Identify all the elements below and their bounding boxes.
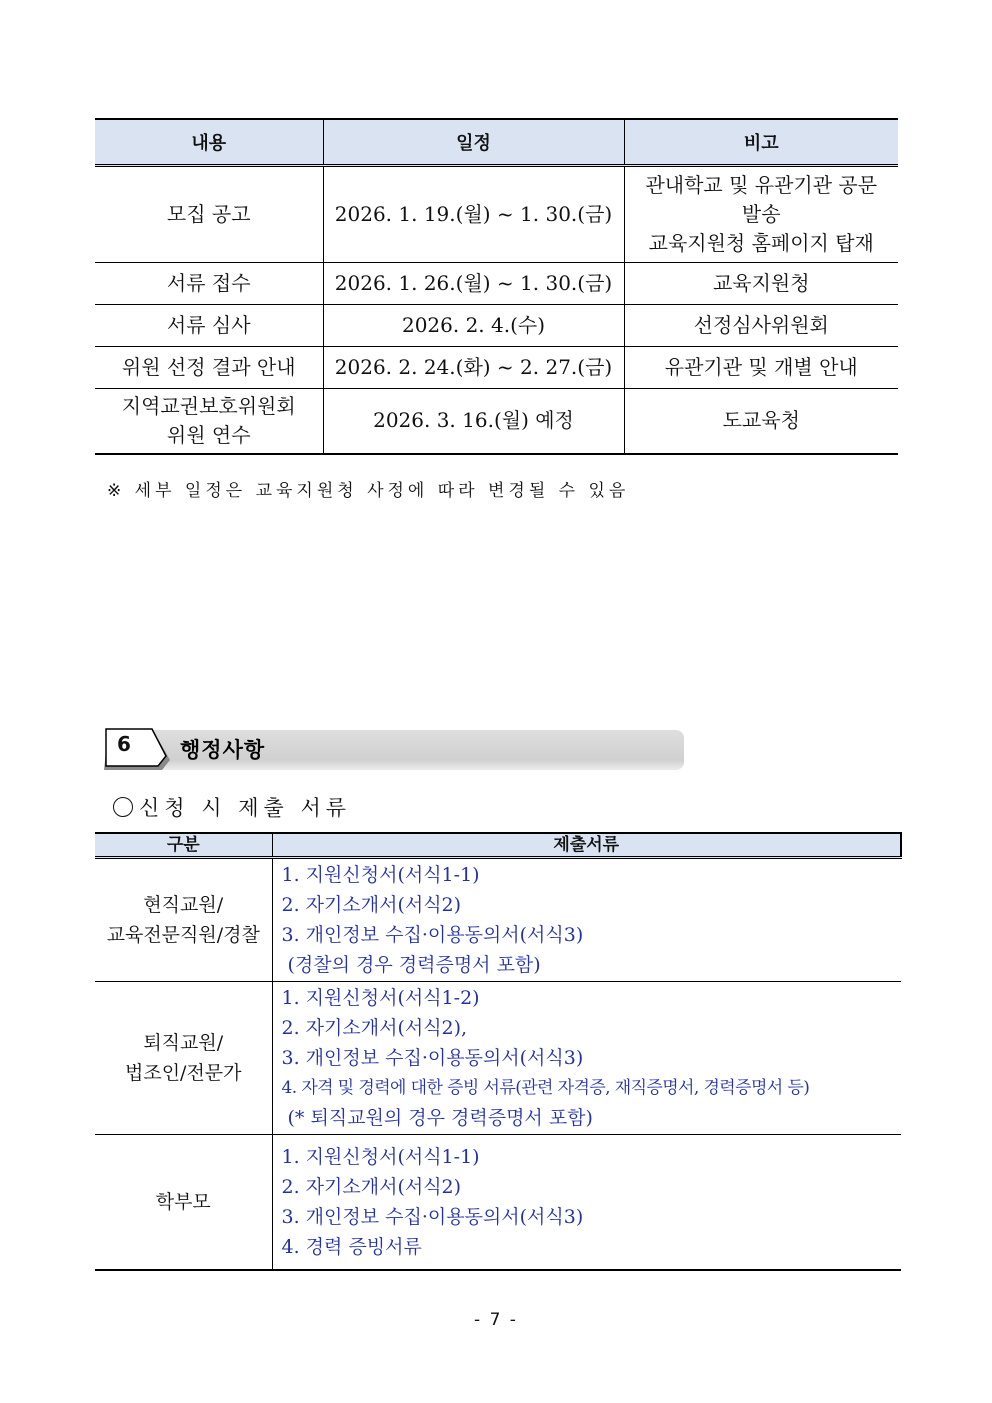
schedule-item: 서류 심사 bbox=[95, 305, 323, 347]
section-number: 6 bbox=[117, 732, 131, 756]
schedule-date: 2026. 2. 24.(화) ~ 2. 27.(금) bbox=[323, 347, 624, 389]
schedule-note-line: 관내학교 및 유관기관 공문 bbox=[645, 173, 878, 197]
documents-item: 4. 경력 증빙서류 bbox=[281, 1235, 422, 1258]
schedule-item: 위원 선정 결과 안내 bbox=[95, 347, 323, 389]
circle-bullet-icon bbox=[113, 797, 133, 817]
documents-header-items: 제출서류 bbox=[272, 833, 901, 858]
schedule-note-line: 교육지원청 홈페이지 탑재 bbox=[648, 231, 874, 255]
documents-item: 3. 개인정보 수집·이용동의서(서식3) bbox=[281, 1205, 584, 1228]
subheading bbox=[113, 792, 351, 822]
documents-item-note: (* 퇴직교원의 경우 경력증명서 포함) bbox=[287, 1107, 593, 1129]
schedule-header-item: 내용 bbox=[95, 119, 323, 166]
schedule-item-line: 위원 연수 bbox=[166, 422, 251, 447]
documents-item: 3. 개인정보 수집·이용동의서(서식3) bbox=[281, 1047, 584, 1069]
schedule-row bbox=[95, 347, 898, 389]
documents-item: 1. 지원신청서(서식1-1) bbox=[281, 1145, 480, 1168]
schedule-item bbox=[95, 389, 323, 454]
subheading-text: 신청 시 제출 서류 bbox=[139, 796, 352, 820]
documents-item: 3. 개인정보 수집·이용동의서(서식3) bbox=[281, 924, 584, 946]
documents-category-line: 퇴직교원/ bbox=[143, 1032, 224, 1054]
schedule-row bbox=[95, 389, 898, 454]
schedule-row bbox=[95, 166, 898, 263]
documents-item: 2. 자기소개서(서식2) bbox=[281, 1175, 462, 1198]
schedule-note bbox=[624, 305, 898, 347]
documents-item: 1. 지원신청서(서식1-1) bbox=[281, 864, 480, 886]
schedule-footnote: ※ 세부 일정은 교육지원청 사정에 따라 변경될 수 있음 bbox=[107, 481, 630, 501]
documents-category-line: 법조인/전문가 bbox=[124, 1062, 242, 1084]
documents-row bbox=[95, 858, 901, 982]
documents-items bbox=[272, 1135, 901, 1270]
schedule-item: 서류 접수 bbox=[95, 263, 323, 305]
documents-header-row bbox=[95, 833, 901, 858]
schedule-note-line: 선정심사위원회 bbox=[693, 313, 829, 337]
page-number: - 7 - bbox=[474, 1310, 518, 1330]
documents-category-line: 현직교원/ bbox=[143, 894, 224, 916]
schedule-note-line: 교육지원청 bbox=[712, 271, 810, 295]
schedule-date: 2026. 1. 19.(월) ~ 1. 30.(금) bbox=[323, 166, 624, 263]
schedule-table bbox=[95, 118, 898, 455]
documents-category-line: 학부모 bbox=[155, 1190, 211, 1213]
schedule-item: 모집 공고 bbox=[95, 166, 323, 263]
documents-item: 4. 자격 및 경력에 대한 증빙 서류(관련 자격증, 재직증명서, 경력증명서 등) bbox=[281, 1078, 810, 1098]
documents-items bbox=[272, 982, 901, 1135]
schedule-note-line: 발송 bbox=[741, 202, 781, 226]
schedule-date: 2026. 1. 26.(월) ~ 1. 30.(금) bbox=[323, 263, 624, 305]
section-title: 행정사항 bbox=[180, 738, 266, 762]
schedule-note bbox=[624, 389, 898, 454]
documents-row bbox=[95, 1135, 901, 1270]
section-number-tab bbox=[100, 726, 180, 774]
documents-category bbox=[95, 982, 272, 1135]
schedule-item-line: 지역교권보호위원회 bbox=[121, 393, 296, 418]
schedule-header-row bbox=[95, 119, 898, 166]
schedule-row bbox=[95, 305, 898, 347]
schedule-row bbox=[95, 263, 898, 305]
schedule-note bbox=[624, 347, 898, 389]
schedule-note-line: 유관기관 및 개별 안내 bbox=[664, 355, 858, 379]
schedule-date: 2026. 2. 4.(수) bbox=[323, 305, 624, 347]
documents-items bbox=[272, 858, 901, 982]
documents-row bbox=[95, 982, 901, 1135]
documents-category bbox=[95, 1135, 272, 1270]
documents-item: 2. 자기소개서(서식2), bbox=[281, 1017, 468, 1039]
schedule-header-note: 비고 bbox=[624, 119, 898, 166]
documents-table bbox=[95, 832, 902, 1271]
documents-category-line: 교육전문직원/경찰 bbox=[106, 924, 260, 946]
documents-item: 2. 자기소개서(서식2) bbox=[281, 894, 462, 916]
documents-item-note: (경찰의 경우 경력증명서 포함) bbox=[287, 954, 541, 976]
schedule-note bbox=[624, 166, 898, 263]
schedule-header-date: 일정 bbox=[323, 119, 624, 166]
documents-item: 1. 지원신청서(서식1-2) bbox=[281, 987, 480, 1009]
schedule-note-line: 도교육청 bbox=[722, 408, 800, 433]
schedule-date: 2026. 3. 16.(월) 예정 bbox=[323, 389, 624, 454]
documents-category bbox=[95, 858, 272, 982]
schedule-note bbox=[624, 263, 898, 305]
documents-header-category: 구분 bbox=[95, 833, 272, 858]
